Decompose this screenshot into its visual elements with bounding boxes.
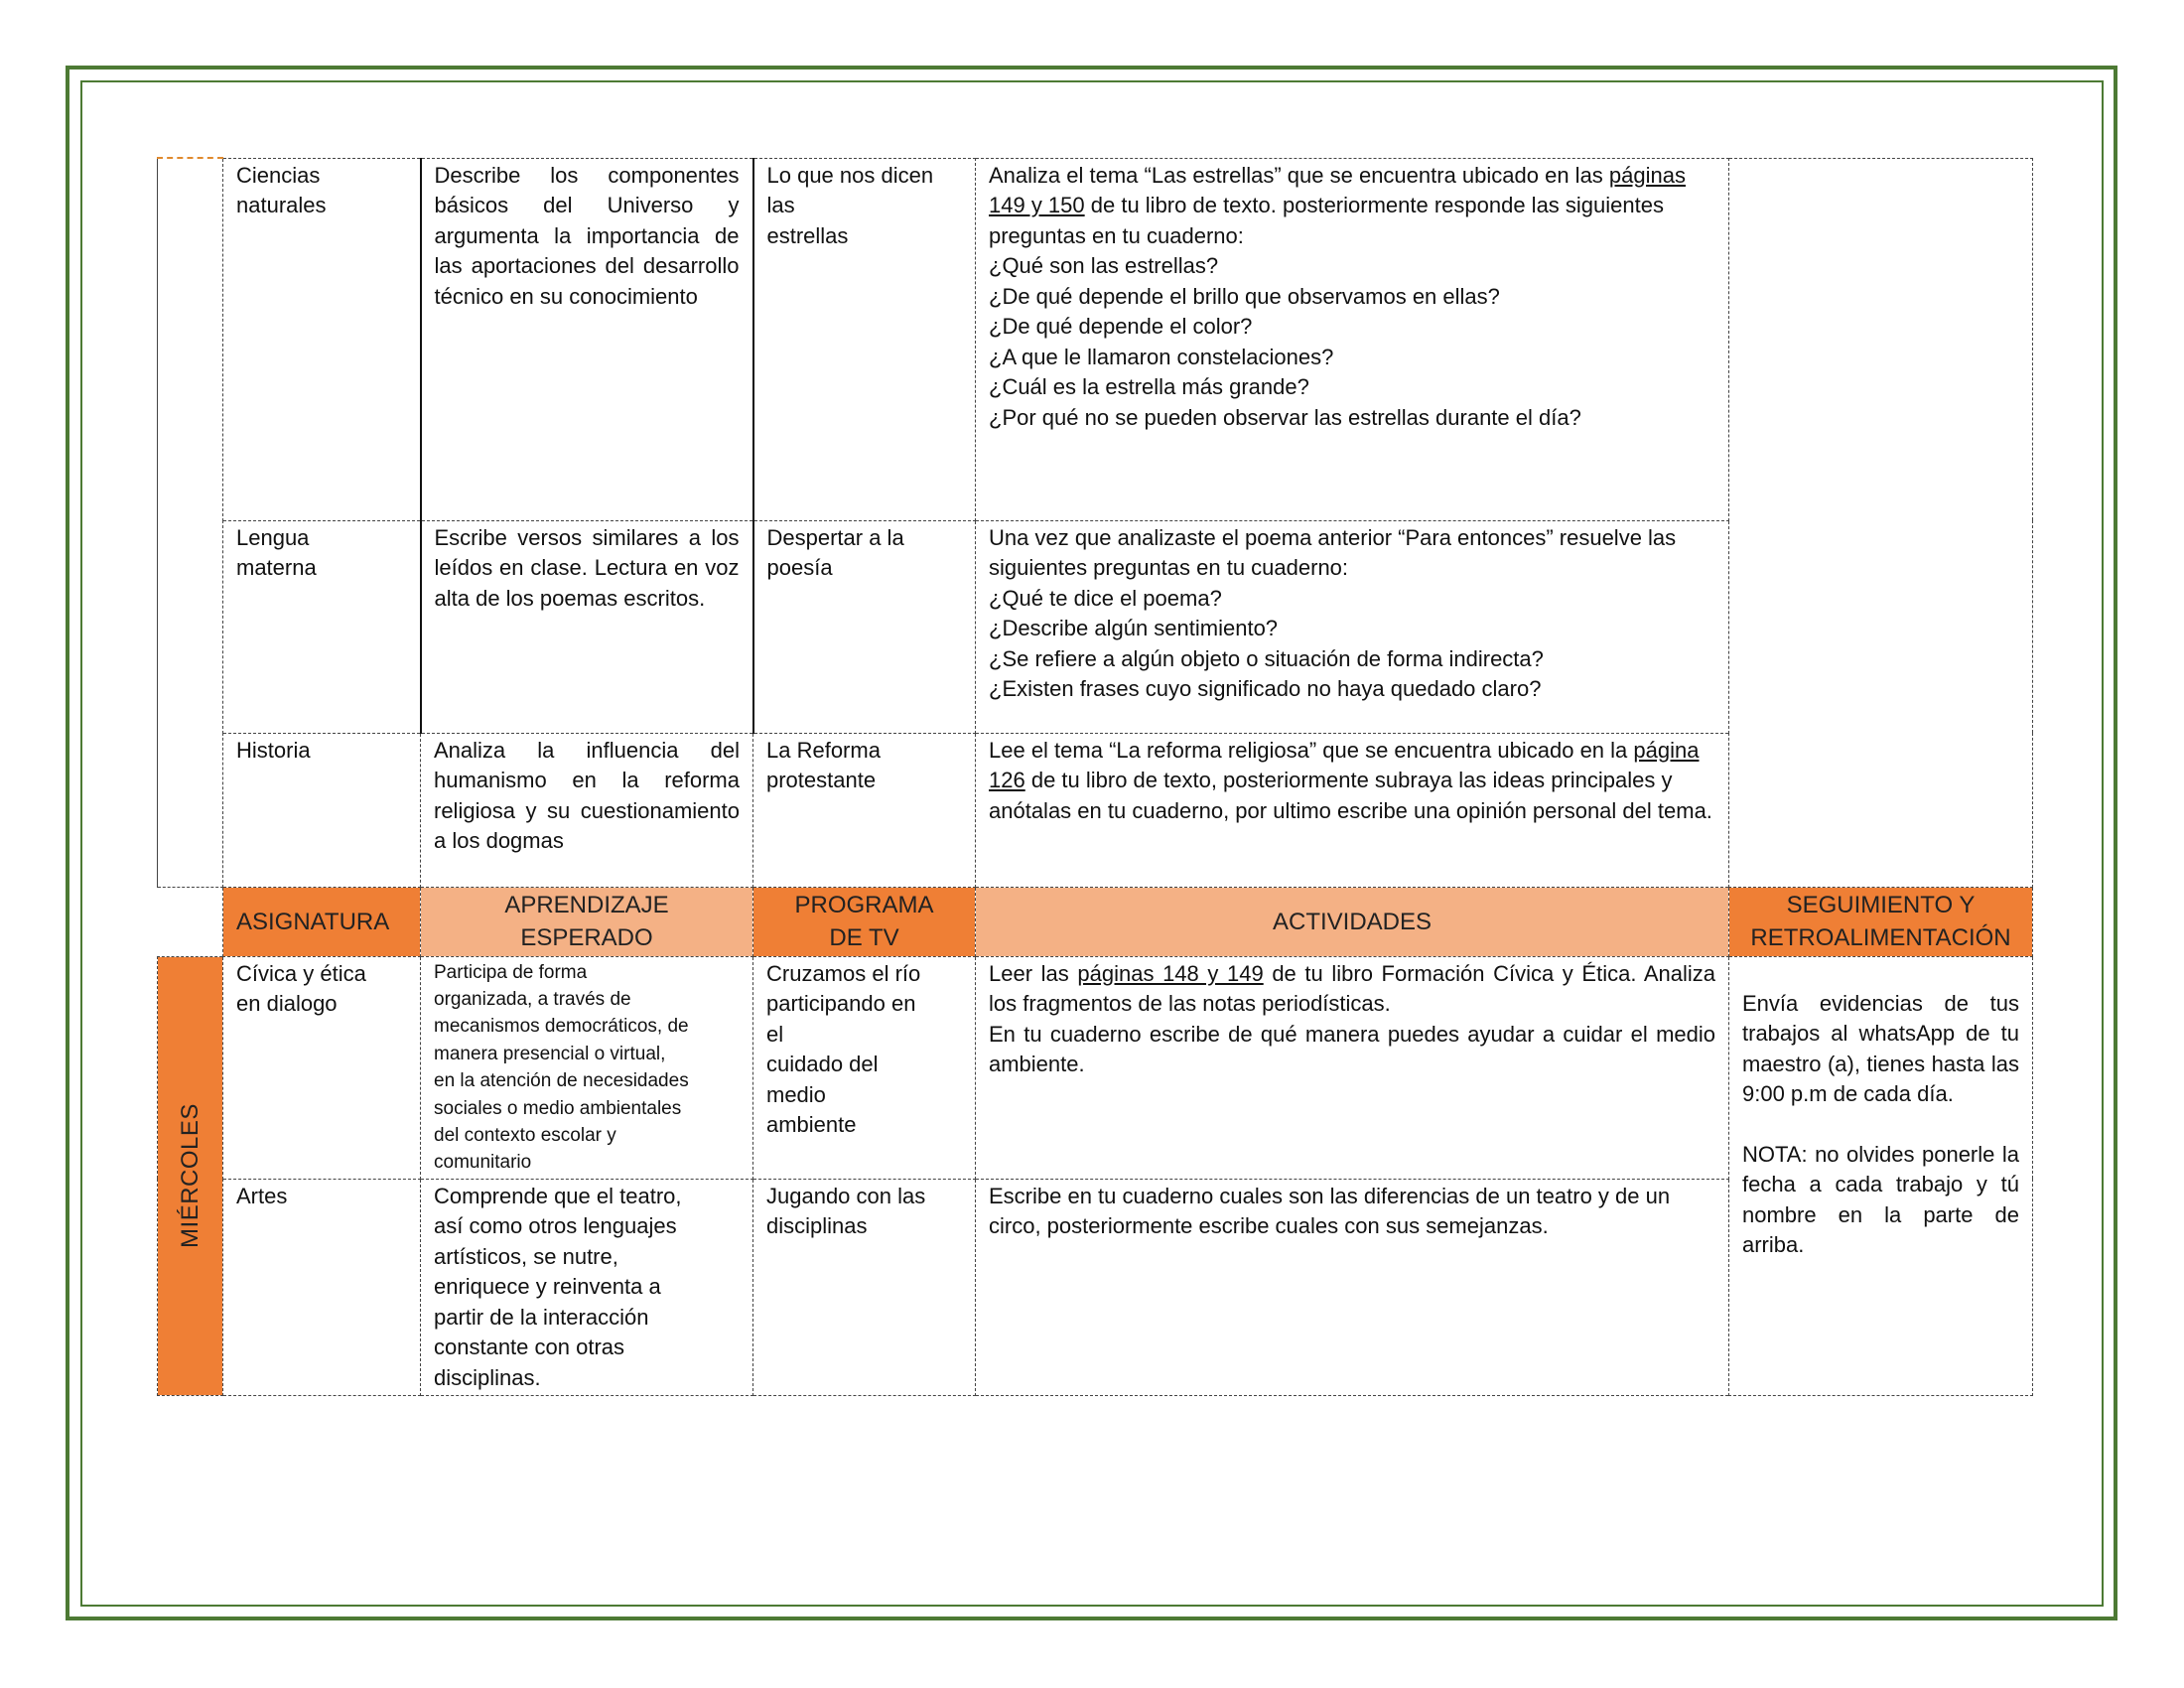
- cell-seguimiento: Envía evidencias de tus trabajos al whatsApp de tu maestro (a), tienes hasta las 9:00 p.m de cada día. NOTA: no olvides ponerle la fecha a cada trabajo y tú nombre en la parte de arriba.: [1729, 956, 2033, 1396]
- cell-asignatura: Historia: [223, 733, 421, 887]
- cell-asignatura: Artes: [223, 1179, 421, 1396]
- cell-aprendizaje: Describe los componentes básicos del Universo y argumenta la importancia de las aportaciones del desarrollo técnico en su conocimiento: [421, 158, 753, 520]
- cell-actividades: Leer las páginas 148 y 149 de tu libro Formación Cívica y Ética. Analiza los fragmentos de las notas periodísticas. En tu cuaderno escribe de qué manera puedes ayudar a cuidar el medio ambiente.: [976, 956, 1729, 1179]
- cell-programa: Lo que nos dicen las estrellas: [753, 158, 976, 520]
- cell-actividades: Lee el tema “La reforma religiosa” que se encuentra ubicado en la página 126 de tu libro de texto, posteriormente subraya las ideas principales y anótalas en tu cuaderno, por ultimo escribe una opinión personal del tema.: [976, 733, 1729, 887]
- cell-seguimiento-blank: [1729, 158, 2033, 887]
- header-row: [158, 887, 2033, 956]
- cell-aprendizaje: Analiza la influencia del humanismo en la reforma religiosa y su cuestionamiento a los dogmas: [421, 733, 753, 887]
- table-row: [158, 956, 2033, 1179]
- cell-asignatura: Ciencias naturales: [223, 158, 421, 520]
- header-actividades: ACTIVIDADES: [976, 887, 1729, 956]
- cell-actividades: Escribe en tu cuaderno cuales son las diferencias de un teatro y de un circo, posteriormente escribe cuales con sus semejanzas.: [976, 1179, 1729, 1396]
- cell-asignatura: Lengua materna: [223, 520, 421, 733]
- header-seguimiento: SEGUIMIENTO Y RETROALIMENTACIÓN: [1729, 887, 2033, 956]
- header-asignatura: ASIGNATURA: [223, 887, 421, 956]
- day-label: MIÉRCOLES: [176, 1103, 204, 1249]
- lesson-plan-table: [157, 157, 2033, 1396]
- cell-programa: Jugando con las disciplinas: [753, 1179, 976, 1396]
- cell-programa: Cruzamos el río participando en el cuidado del medio ambiente: [753, 956, 976, 1179]
- page-reference: páginas 148 y 149: [1077, 960, 1264, 986]
- header-aprendizaje: APRENDIZAJE ESPERADO: [421, 887, 753, 956]
- cell-programa: Despertar a la poesía: [753, 520, 976, 733]
- cell-asignatura: Cívica y ética en dialogo: [223, 956, 421, 1179]
- header-programa: PROGRAMA DE TV: [753, 887, 976, 956]
- cell-aprendizaje: Comprende que el teatro, así como otros lenguajes artísticos, se nutre, enriquece y reinventa a partir de la interacción constante con otras disciplinas.: [421, 1179, 753, 1396]
- table-row: [158, 158, 2033, 520]
- cell-actividades: Analiza el tema “Las estrellas” que se encuentra ubicado en las páginas 149 y 150 de tu libro de texto. posteriormente responde las siguientes preguntas en tu cuaderno: ¿Qué son las estrellas? ¿De qué depende el brillo que observamos en ellas? ¿De qué depende el color? ¿A que le llamaron constelaciones? ¿Cuál es la estrella más grande? ¿Por qué no se pueden observar las estrellas durante el día?: [976, 158, 1729, 520]
- page-reference: página 126: [989, 737, 1700, 792]
- cell-aprendizaje: Participa de forma organizada, a través de mecanismos democráticos, de manera presencial o virtual, en la atención de necesidades sociales o medio ambientales del contexto escolar y comunitario: [421, 956, 753, 1179]
- cell-actividades: Una vez que analizaste el poema anterior “Para entonces” resuelve las siguientes preguntas en tu cuaderno: ¿Qué te dice el poema? ¿Describe algún sentimiento? ¿Se refiere a algún objeto o situación de forma indirecta? ¿Existen frases cuyo significado no haya quedado claro?: [976, 520, 1729, 733]
- cell-aprendizaje: Escribe versos similares a los leídos en clase. Lectura en voz alta de los poemas escritos.: [421, 520, 753, 733]
- day-cell: [158, 956, 223, 1396]
- cell-programa: La Reforma protestante: [753, 733, 976, 887]
- header-gap: [158, 887, 223, 956]
- day-cell-blank: [158, 158, 223, 887]
- page-reference: páginas 149 y 150: [989, 162, 1686, 217]
